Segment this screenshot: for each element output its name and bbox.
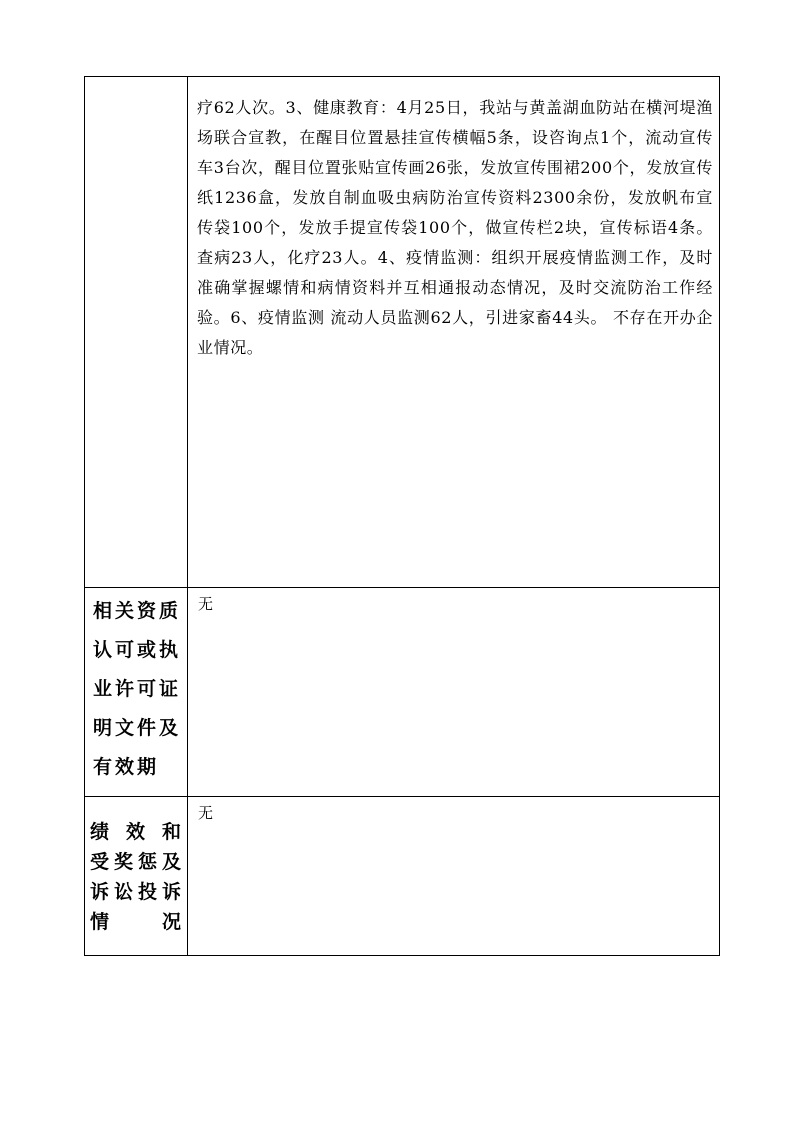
label-char: 惩 (137, 851, 157, 873)
table-row-performance (85, 797, 720, 956)
label-char: 诉 (161, 881, 181, 903)
performance-label (85, 797, 187, 937)
table-row-work-details (85, 77, 720, 588)
qualifications-label-cell (85, 588, 188, 797)
work-details-text: 疗62人次。3、健康教育：4月25日，我站与黄盖湖血防站在横河堤渔场联合宣教，在醒目位置悬挂宣传横幅5条，设咨询点1个，流动宣传车3台次，醒目位置张贴宣传画26张，发放宣传围裙200个，发放宣传纸1236盒，发放自制血吸虫病防治宣传资料2300余份，发放帆布宣传袋100个，发放手提宣传袋100个，做宣传栏2块，宣传标语4条。查病23人，化疗23人。4、疫情监测：组织开展疫情监测工作，及时准确掌握螺情和病情资料并互相通报动态情况，及时交流防治工作经验。6、疫情监测 流动人员监测62人，引进家畜44头。 不存在开办企业情况。 (197, 98, 713, 357)
table-row-qualifications (85, 588, 720, 797)
performance-label-line-4 (90, 907, 181, 937)
qualifications-label: 相关资质认可或执业许可证明文件及有效期 (93, 600, 182, 778)
qualifications-value-cell (188, 588, 720, 797)
label-char: 及 (161, 851, 181, 873)
performance-value-cell (188, 797, 720, 956)
label-char: 况 (161, 911, 181, 933)
label-char: 和 (161, 821, 181, 843)
label-char: 诉 (90, 881, 110, 903)
performance-label-line-1 (90, 817, 181, 847)
label-char: 效 (125, 821, 145, 843)
label-char: 受 (90, 851, 110, 873)
performance-label-cell (85, 797, 188, 956)
label-char: 讼 (113, 881, 133, 903)
label-char: 情 (90, 911, 110, 933)
label-char: 绩 (90, 821, 110, 843)
label-char: 奖 (113, 851, 133, 873)
performance-label-line-2 (90, 847, 181, 877)
performance-label-line-3 (90, 877, 181, 907)
label-char: 投 (137, 881, 157, 903)
qualifications-value: 无 (198, 595, 214, 613)
report-table (84, 76, 720, 956)
label-cell-empty (85, 77, 188, 588)
work-details-cell (188, 77, 720, 588)
performance-value: 无 (198, 804, 214, 822)
